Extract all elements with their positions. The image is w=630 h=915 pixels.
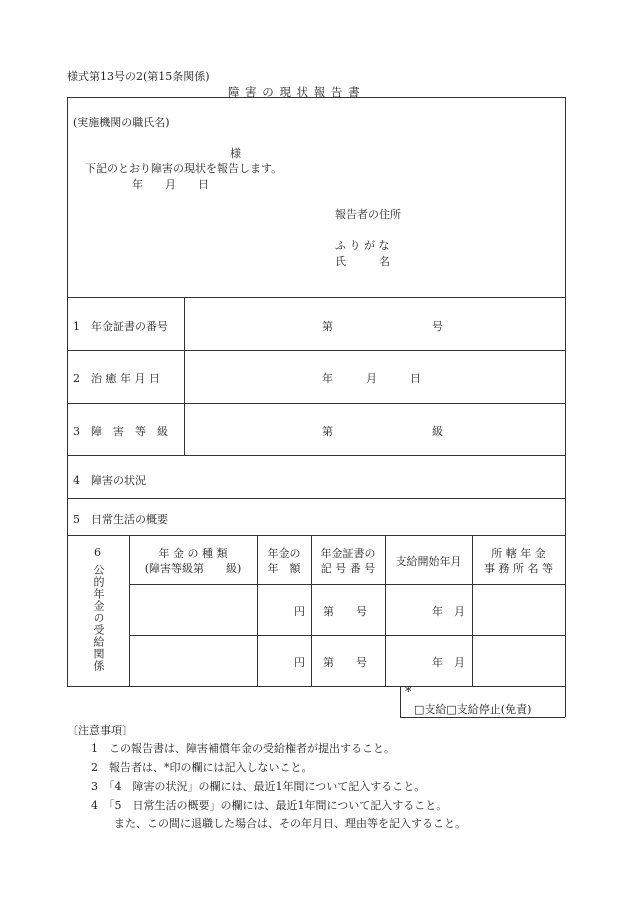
furigana-label: ふ り が な <box>335 239 390 252</box>
cert-number-value: 第 号 <box>322 320 443 333</box>
note-item: 1 この報告書は、障害補償年金の受給権者が提出すること。 <box>91 742 395 755</box>
pension-amount-header-line2: 年 額 <box>267 562 301 575</box>
form-title: 障 害 の 現 状 報 告 書 <box>228 85 361 99</box>
recovery-date-label: 2 治 癒 年 月 日 <box>73 372 160 385</box>
note-item: 4 「5 日常生活の概要」の欄には、最近1年間について記入すること。 <box>91 799 448 812</box>
daily-life-label: 5 日常生活の概要 <box>73 513 168 526</box>
cert-number-label: 1 年金証書の番号 <box>73 320 168 333</box>
form-id: 様式第13号の2(第15条関係) <box>67 70 210 83</box>
sama-label: 様 <box>230 147 241 160</box>
pension-amount-header-line1: 年金の <box>267 547 301 560</box>
pension-section-label: 公的年金の受給関係 <box>92 564 105 672</box>
pension-row-cert: 第 号 <box>323 605 367 618</box>
pension-kind-header <box>129 546 257 576</box>
pension-office-header-line2: 事 務 所 名 等 <box>484 562 553 575</box>
pension-kind-header-line1: 年 金 の 種 類 <box>158 547 228 560</box>
pension-office-header-line1: 所 轄 年 金 <box>491 547 546 560</box>
recovery-date-value: 年 月 日 <box>322 372 421 385</box>
note-item: 3 「4 障害の状況」の欄には、最近1年間について記入すること。 <box>91 780 426 793</box>
disability-grade-value: 第 級 <box>322 425 443 438</box>
note-item: 2 報告者は、*印の欄には記入しないこと。 <box>91 761 313 774</box>
payment-status-options: □支給□支給停止(免責) <box>414 703 532 716</box>
note-continuation: また、この間に退職した場合は、その年月日、理由等を記入すること。 <box>114 817 466 830</box>
notes-heading: 〔注意事項〕 <box>67 724 133 737</box>
disability-grade-label: 3 障 害 等 級 <box>73 425 168 438</box>
disability-status-label: 4 障害の状況 <box>73 474 146 487</box>
name-label: 氏 名 <box>335 255 390 268</box>
pension-row-date: 年 月 <box>432 605 465 618</box>
pension-cert-header-line1: 年金証書の <box>320 547 376 560</box>
pension-row-cert: 第 号 <box>323 656 367 669</box>
intro-text: 下記のとおり障害の現状を報告します。 <box>85 162 283 175</box>
pension-office-header <box>472 546 565 576</box>
pension-kind-header-line2: (障害等級第 級) <box>144 562 242 575</box>
agency-name-label: (実施機関の職氏名) <box>73 116 170 129</box>
pension-start-header: 支給開始年月 <box>395 555 462 568</box>
pension-row-yen: 円 <box>294 656 305 669</box>
report-date: 年 月 日 <box>132 178 209 191</box>
pension-row-date: 年 月 <box>432 656 465 669</box>
pension-row-yen: 円 <box>294 605 305 618</box>
asterisk-mark: * <box>405 685 412 700</box>
pension-cert-header-line2: 記 号 番 号 <box>320 562 376 575</box>
reporter-address-label: 報告者の住所 <box>335 208 401 221</box>
pension-section-number: 6 <box>94 546 101 559</box>
pension-cert-header <box>311 546 385 576</box>
pension-amount-header <box>257 546 311 576</box>
